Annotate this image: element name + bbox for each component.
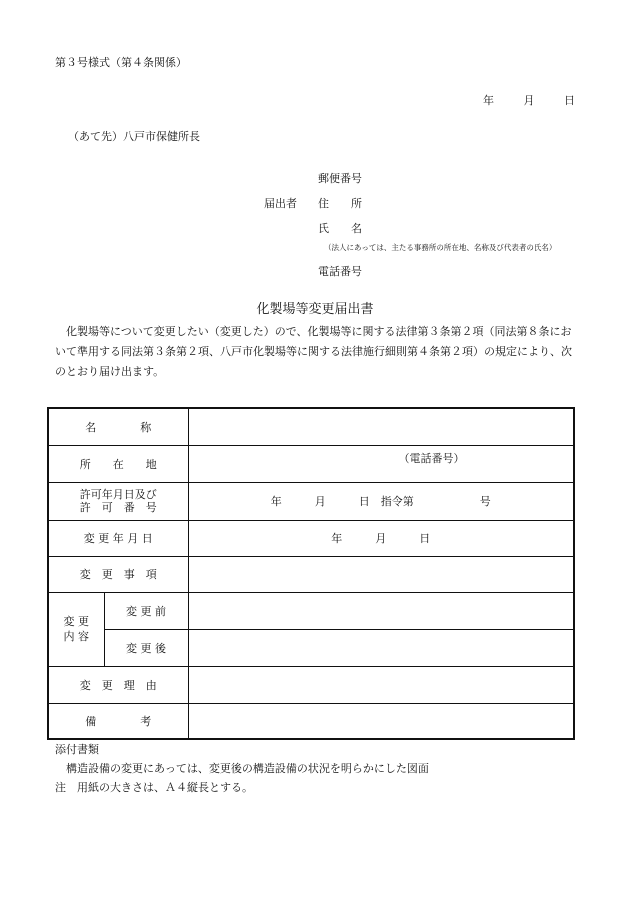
table-row-before (48, 592, 574, 629)
date-day-label: 日 (564, 94, 575, 107)
reason-label: 変 更 理 由 (48, 666, 188, 703)
change-content-label-line-2: 内 容 (63, 630, 89, 643)
name-value-cell[interactable] (188, 408, 574, 445)
reason-value-cell[interactable] (188, 666, 574, 703)
postal-code-label: 郵便番号 (318, 172, 362, 185)
after-label: 変 更 後 (104, 629, 188, 666)
footnote: 注 用紙の大きさは、Ａ４縦長とする。 (55, 781, 253, 794)
form-number: 第３号様式（第４条関係） (55, 56, 187, 69)
permit-label-line-1: 許可年月日及び (79, 488, 157, 501)
table-row-change-date (48, 520, 574, 556)
date-month-label: 月 (523, 94, 535, 107)
attachments-heading: 添付書類 (55, 743, 99, 756)
permit-value-cell[interactable]: 年 月 日 指令第 号 (188, 482, 574, 520)
change-items-label: 変 更 事 項 (48, 556, 188, 592)
before-label: 変 更 前 (104, 592, 188, 629)
name-cell-label: 名 称 (48, 408, 188, 445)
location-cell-label: 所 在 地 (48, 445, 188, 482)
change-date-value-cell[interactable]: 年 月 日 (188, 520, 574, 556)
table-row-remarks (48, 703, 574, 739)
permit-cell-label (48, 482, 188, 520)
document-title: 化製場等変更届出書 (256, 302, 374, 317)
change-form-table (47, 407, 575, 740)
remarks-value-cell[interactable] (188, 703, 574, 739)
change-content-label (48, 592, 104, 666)
change-items-value-cell[interactable] (188, 556, 574, 592)
date-line (457, 92, 575, 108)
remarks-label: 備 考 (48, 703, 188, 739)
body-paragraph: 化製場等について変更したい（変更した）ので、化製場等に関する法律第３条第２項（同法第８条において準用する同法第３条第２項、八戸市化製場等に関する法律施行細則第４条第２項）の規定により、次のとおり届け出ます。 (55, 325, 572, 378)
name-label: 氏 名 (318, 222, 362, 235)
before-value-cell[interactable] (188, 592, 574, 629)
table-row-name (48, 408, 574, 445)
attachments-body: 構造設備の変更にあっては、変更後の構造設備の状況を明らかにした図面 (66, 762, 429, 775)
change-date-label: 変 更 年 月 日 (48, 520, 188, 556)
change-content-label-line-1: 変 更 (63, 615, 89, 628)
table-row-reason (48, 666, 574, 703)
permit-label-line-2: 許 可 番 号 (79, 501, 157, 514)
addressee: （あて先）八戸市保健所長 (68, 130, 200, 143)
submitter-label: 届出者 (264, 197, 297, 210)
location-phone-label: （電話番号） (398, 451, 465, 465)
table-row-permit (48, 482, 574, 520)
phone-label: 電話番号 (318, 265, 362, 278)
date-year-label: 年 (483, 94, 494, 107)
table-row-location (48, 445, 574, 482)
table-row-after (48, 629, 574, 666)
location-value-cell[interactable] (188, 445, 574, 482)
address-label: 住 所 (318, 197, 362, 210)
corporate-note: （法人にあっては、主たる事務所の所在地、名称及び代表者の氏名） (324, 243, 557, 252)
after-value-cell[interactable] (188, 629, 574, 666)
table-row-change-items (48, 556, 574, 592)
